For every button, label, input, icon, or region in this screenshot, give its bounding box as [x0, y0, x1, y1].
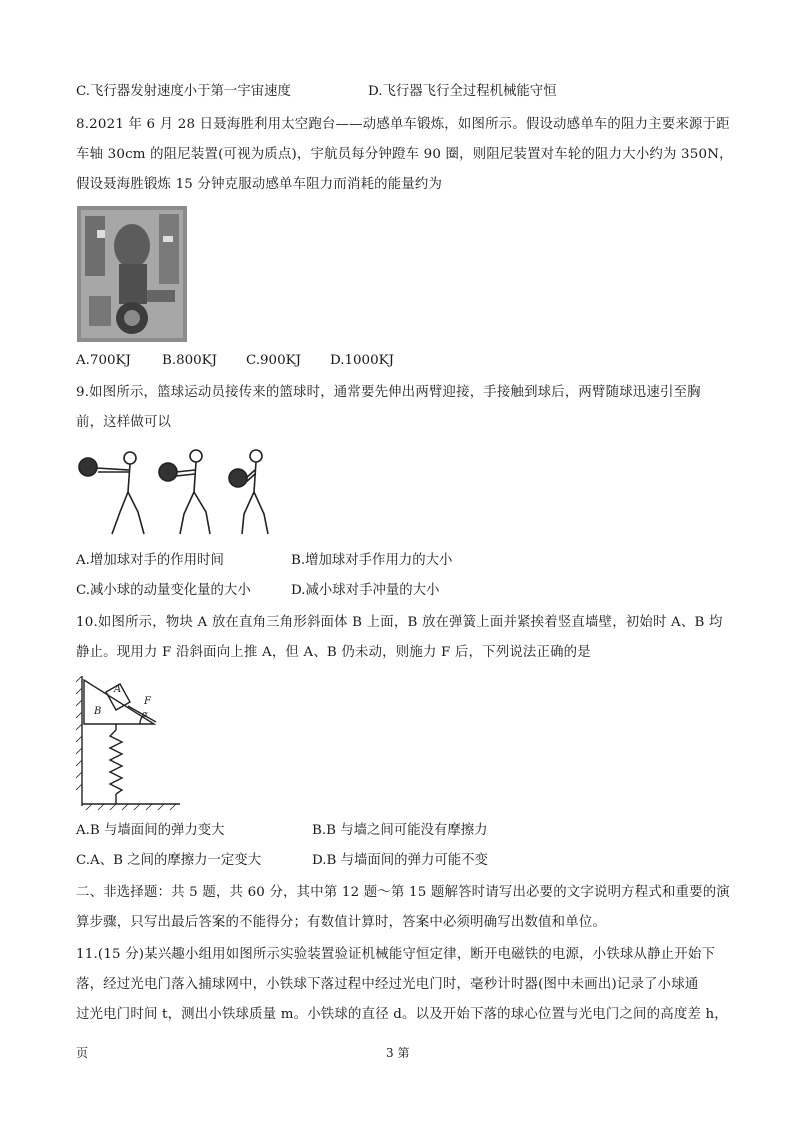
q10-stem-line-2: 静止。现用力 F 沿斜面向上推 A，但 A、B 仍未动，则施力 F 后，下列说法正确的是 [76, 645, 591, 660]
q8-option-a: A.700KJ [76, 353, 131, 368]
q9-stem-line-1: 9.如图所示，篮球运动员接传来的篮球时，通常要先伸出两臂迎接，手接触到球后，两臂随球迅速引至胸 [76, 385, 701, 400]
q11-line-3: 过光电门时间 t，测出小铁球质量 m。小铁球的直径 d。以及开始下落的球心位置与光电门之间的高度差 h， [76, 1007, 728, 1022]
q7-option-d: D.飞行器飞行全过程机械能守恒 [368, 84, 557, 99]
q10-label-b: B [94, 706, 102, 717]
q9-option-a: A.增加球对手的作用时间 [76, 553, 224, 568]
q10-option-b: B.B 与墙之间可能没有摩擦力 [312, 823, 488, 838]
q11-line-1: 11.(15 分)某兴趣小组用如图所示实验装置验证机械能守恒定律，断开电磁铁的电源，小铁球从静止开始下 [76, 947, 716, 962]
q9-stem-line-2: 前，这样做可以 [76, 415, 172, 430]
q10-label-alpha: α [142, 710, 149, 720]
q10-label-a: A [114, 684, 122, 695]
q9-figure-basketball-catch [72, 442, 272, 542]
q10-figure-incline-spring [76, 672, 186, 812]
q10-option-a: A.B 与墙面间的弹力变大 [76, 823, 225, 838]
q8-stem-line-1: 8.2021 年 6 月 28 日聂海胜利用太空跑台——动感单车锻炼，如图所示。假设动感单车的阻力主要来源于距 [76, 117, 730, 132]
q8-option-b: B.800KJ [162, 353, 218, 368]
q9-option-c: C.减小球的动量变化量的大小 [76, 583, 251, 598]
section2-line-2: 算步骤，只写出最后答案的不能得分；有数值计算时，答案中必须明确写出数值和单位。 [76, 915, 607, 930]
q9-option-d: D.减小球对手冲量的大小 [291, 583, 440, 598]
q10-option-c: C.A、B 之间的摩擦力一定变大 [76, 853, 262, 868]
q9-option-b: B.增加球对手作用力的大小 [291, 553, 453, 568]
q8-stem-line-3: 假设聂海胜锻炼 15 分钟克服动感单车阻力而消耗的能量约为 [76, 177, 443, 192]
section2-line-1: 二、非选择题：共 5 题，共 60 分，其中第 12 题～第 15 题解答时请写出必要的文字说明方程式和重要的演 [76, 885, 730, 900]
q7-option-c: C.飞行器发射速度小于第一宇宙速度 [76, 84, 291, 99]
q10-stem-line-1: 10.如图所示，物块 A 放在直角三角形斜面体 B 上面，B 放在弹簧上面并紧挨着竖直墙壁，初始时 A、B 均 [76, 615, 723, 630]
footer-left: 页 [76, 1046, 89, 1060]
q11-line-2: 落，经过光电门落入捕球网中，小铁球下落过程中经过光电门时，毫秒计时器(图中未画出)记录了小球通 [76, 977, 699, 992]
q8-option-c: C.900KJ [246, 353, 301, 368]
q10-option-d: D.B 与墙面间的弹力可能不变 [312, 853, 488, 868]
q8-stem-line-2: 车轴 30cm 的阻尼装置(可视为质点)，宇航员每分钟蹬车 90 圈，则阻尼装置对车轮的阻力大小约为 350N， [76, 147, 733, 162]
q8-option-d: D.1000KJ [330, 353, 394, 368]
q8-photo-astronaut-bike [77, 206, 187, 342]
q10-label-f: F [144, 696, 151, 707]
footer-page-number: 3 第 [386, 1046, 410, 1060]
